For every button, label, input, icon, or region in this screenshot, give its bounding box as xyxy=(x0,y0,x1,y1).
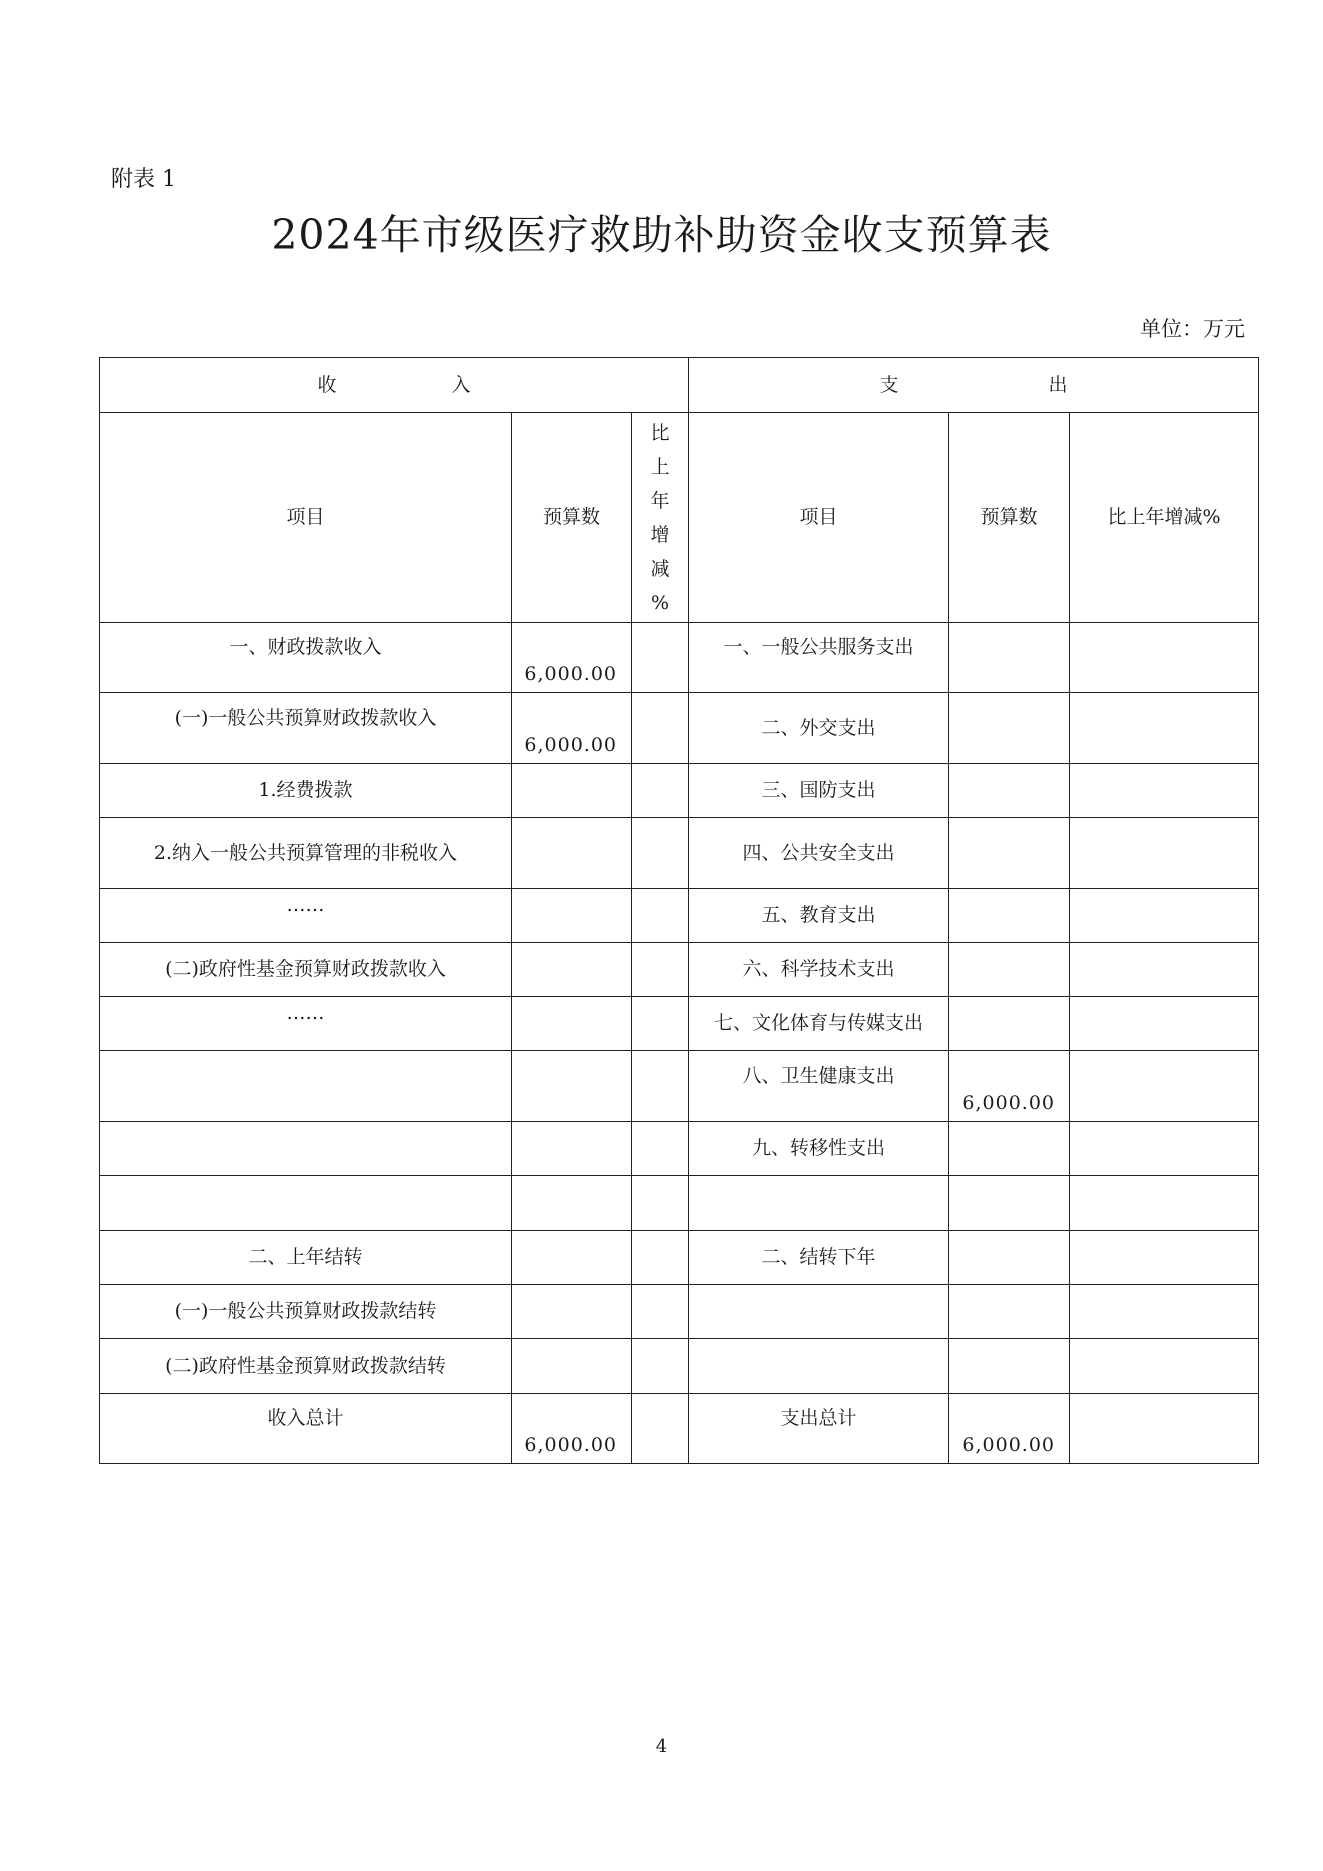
table-row xyxy=(100,764,1259,818)
income-budget xyxy=(512,1231,632,1285)
income-budget: 6,000.00 xyxy=(512,693,632,764)
expense-total-change xyxy=(1070,1394,1259,1464)
expense-item: 五、教育支出 xyxy=(689,889,949,943)
income-change xyxy=(632,1176,689,1231)
expense-change xyxy=(1070,1285,1259,1339)
income-header: 收 入 xyxy=(100,358,689,413)
expense-change xyxy=(1070,1176,1259,1231)
income-item: 一、财政拨款收入 xyxy=(100,623,512,693)
income-budget xyxy=(512,1339,632,1394)
expense-budget xyxy=(949,997,1070,1051)
expense-item: 九、转移性支出 xyxy=(689,1122,949,1176)
expense-budget-header: 预算数 xyxy=(949,413,1070,623)
income-item: …… xyxy=(100,889,512,943)
income-change xyxy=(632,764,689,818)
expense-change xyxy=(1070,1231,1259,1285)
expense-item: 四、公共安全支出 xyxy=(689,818,949,889)
table-row xyxy=(100,997,1259,1051)
expense-budget xyxy=(949,693,1070,764)
expense-budget xyxy=(949,764,1070,818)
income-item xyxy=(100,1051,512,1122)
income-item-header: 项目 xyxy=(100,413,512,623)
expense-item xyxy=(689,1176,949,1231)
expense-total-label: 支出总计 xyxy=(689,1394,949,1464)
income-item: 1.经费拨款 xyxy=(100,764,512,818)
expense-item-header: 项目 xyxy=(689,413,949,623)
income-change xyxy=(632,1339,689,1394)
income-change xyxy=(632,1231,689,1285)
expense-change xyxy=(1070,889,1259,943)
income-total-budget: 6,000.00 xyxy=(512,1394,632,1464)
income-change xyxy=(632,693,689,764)
table-row xyxy=(100,1231,1259,1285)
table-row xyxy=(100,1339,1259,1394)
income-change xyxy=(632,1285,689,1339)
income-budget xyxy=(512,943,632,997)
expense-header: 支 出 xyxy=(689,358,1259,413)
expense-item xyxy=(689,1285,949,1339)
income-change xyxy=(632,1051,689,1122)
income-item: (二)政府性基金预算财政拨款收入 xyxy=(100,943,512,997)
income-item: …… xyxy=(100,997,512,1051)
income-change xyxy=(632,1122,689,1176)
expense-budget xyxy=(949,889,1070,943)
income-item: (一)一般公共预算财政拨款结转 xyxy=(100,1285,512,1339)
income-item xyxy=(100,1176,512,1231)
expense-item: 七、文化体育与传媒支出 xyxy=(689,997,949,1051)
expense-item: 三、国防支出 xyxy=(689,764,949,818)
income-total-label: 收入总计 xyxy=(100,1394,512,1464)
expense-change-header: 比上年增减% xyxy=(1070,413,1259,623)
table-row xyxy=(100,818,1259,889)
income-item: (二)政府性基金预算财政拨款结转 xyxy=(100,1339,512,1394)
income-item: (一)一般公共预算财政拨款收入 xyxy=(100,693,512,764)
appendix-label: 附表 1 xyxy=(111,167,176,192)
table-row xyxy=(100,1122,1259,1176)
income-budget xyxy=(512,1122,632,1176)
income-budget xyxy=(512,1176,632,1231)
table-row xyxy=(100,623,1259,693)
income-change xyxy=(632,818,689,889)
expense-item: 六、科学技术支出 xyxy=(689,943,949,997)
expense-change xyxy=(1070,1122,1259,1176)
table-row xyxy=(100,943,1259,997)
income-budget xyxy=(512,1051,632,1122)
expense-change xyxy=(1070,764,1259,818)
expense-item: 二、外交支出 xyxy=(689,693,949,764)
expense-budget: 6,000.00 xyxy=(949,1051,1070,1122)
expense-change xyxy=(1070,693,1259,764)
table-row xyxy=(100,693,1259,764)
income-change xyxy=(632,889,689,943)
page-number: 4 xyxy=(655,1736,668,1757)
table-row xyxy=(100,1176,1259,1231)
expense-change xyxy=(1070,623,1259,693)
income-change-header: 比 上 年 增 减 % xyxy=(632,413,689,623)
income-budget xyxy=(512,889,632,943)
income-item xyxy=(100,1122,512,1176)
income-budget xyxy=(512,997,632,1051)
income-item: 2.纳入一般公共预算管理的非税收入 xyxy=(100,818,512,889)
page-title: 2024年市级医疗救助补助资金收支预算表 xyxy=(271,211,1052,259)
expense-budget xyxy=(949,943,1070,997)
income-budget: 6,000.00 xyxy=(512,623,632,693)
income-item: 二、上年结转 xyxy=(100,1231,512,1285)
expense-item: 二、结转下年 xyxy=(689,1231,949,1285)
income-change xyxy=(632,943,689,997)
expense-item: 八、卫生健康支出 xyxy=(689,1051,949,1122)
table-row xyxy=(100,1051,1259,1122)
expense-budget xyxy=(949,1176,1070,1231)
expense-item: 一、一般公共服务支出 xyxy=(689,623,949,693)
expense-change xyxy=(1070,1339,1259,1394)
table-row xyxy=(100,889,1259,943)
expense-change xyxy=(1070,1051,1259,1122)
expense-budget xyxy=(949,818,1070,889)
income-budget xyxy=(512,818,632,889)
expense-budget xyxy=(949,1339,1070,1394)
expense-total-budget: 6,000.00 xyxy=(949,1394,1070,1464)
expense-item xyxy=(689,1339,949,1394)
total-row xyxy=(100,1394,1259,1464)
income-budget-header: 预算数 xyxy=(512,413,632,623)
income-total-change xyxy=(632,1394,689,1464)
expense-budget xyxy=(949,623,1070,693)
expense-change xyxy=(1070,818,1259,889)
unit-label: 单位：万元 xyxy=(1140,317,1245,341)
budget-table xyxy=(99,357,1259,1464)
expense-change xyxy=(1070,997,1259,1051)
expense-budget xyxy=(949,1122,1070,1176)
income-change xyxy=(632,997,689,1051)
income-budget xyxy=(512,764,632,818)
expense-budget xyxy=(949,1285,1070,1339)
income-budget xyxy=(512,1285,632,1339)
table-row xyxy=(100,1285,1259,1339)
income-change xyxy=(632,623,689,693)
expense-budget xyxy=(949,1231,1070,1285)
expense-change xyxy=(1070,943,1259,997)
